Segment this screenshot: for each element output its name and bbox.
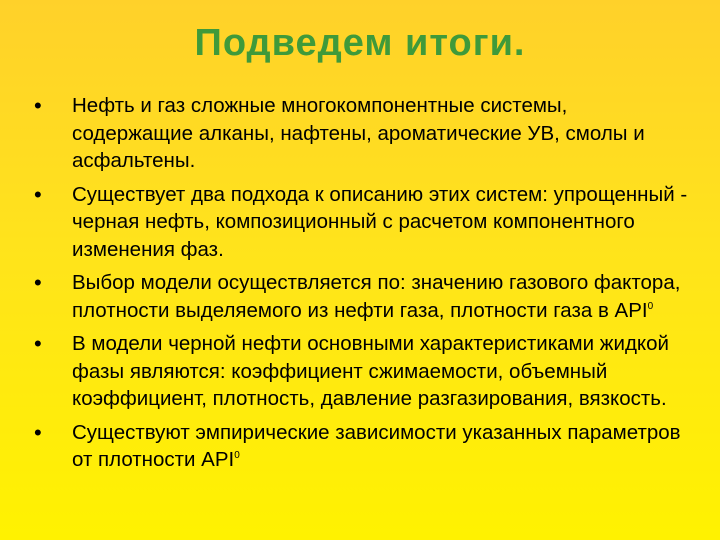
bullet-superscript: 0 [647, 300, 654, 312]
bullet-dot-icon: • [34, 331, 42, 356]
bullet-item [34, 181, 694, 264]
slide-title: Подведем итоги. [194, 22, 526, 64]
bullet-text: В модели черной нефти основными характеристиками жидкой фазы являются: коэффициент сжимаемости, объемный коэффициент, плотность, давление разгазирования, вязкость. [72, 332, 669, 410]
bullet-superscript: 0 [234, 450, 240, 461]
bullet-dot-icon: • [34, 270, 42, 295]
bullet-item [34, 92, 694, 175]
bullet-text: Нефть и газ сложные многокомпонентные системы, содержащие алканы, нафтены, ароматические УВ, смолы и асфальтены. [72, 94, 645, 172]
bullet-text: Существует два подхода к описанию этих систем: упрощенный - черная нефть, композиционный с расчетом компонентного изменения фаз. [72, 182, 688, 261]
bullet-dot-icon: • [34, 419, 42, 445]
bullet-text: Существуют эмпирические зависимости указанных параметров от плотности API [72, 420, 681, 471]
bullet-dot-icon: • [34, 93, 42, 118]
bullet-item [34, 330, 694, 413]
bullet-list [34, 92, 694, 480]
bullet-text: Выбор модели осуществляется по: значению газового фактора, плотности выделяемого из нефти газа, плотности газа в API [72, 271, 681, 322]
bullet-item [34, 269, 694, 324]
bullet-dot-icon: • [34, 181, 42, 207]
bullet-item [34, 419, 694, 474]
